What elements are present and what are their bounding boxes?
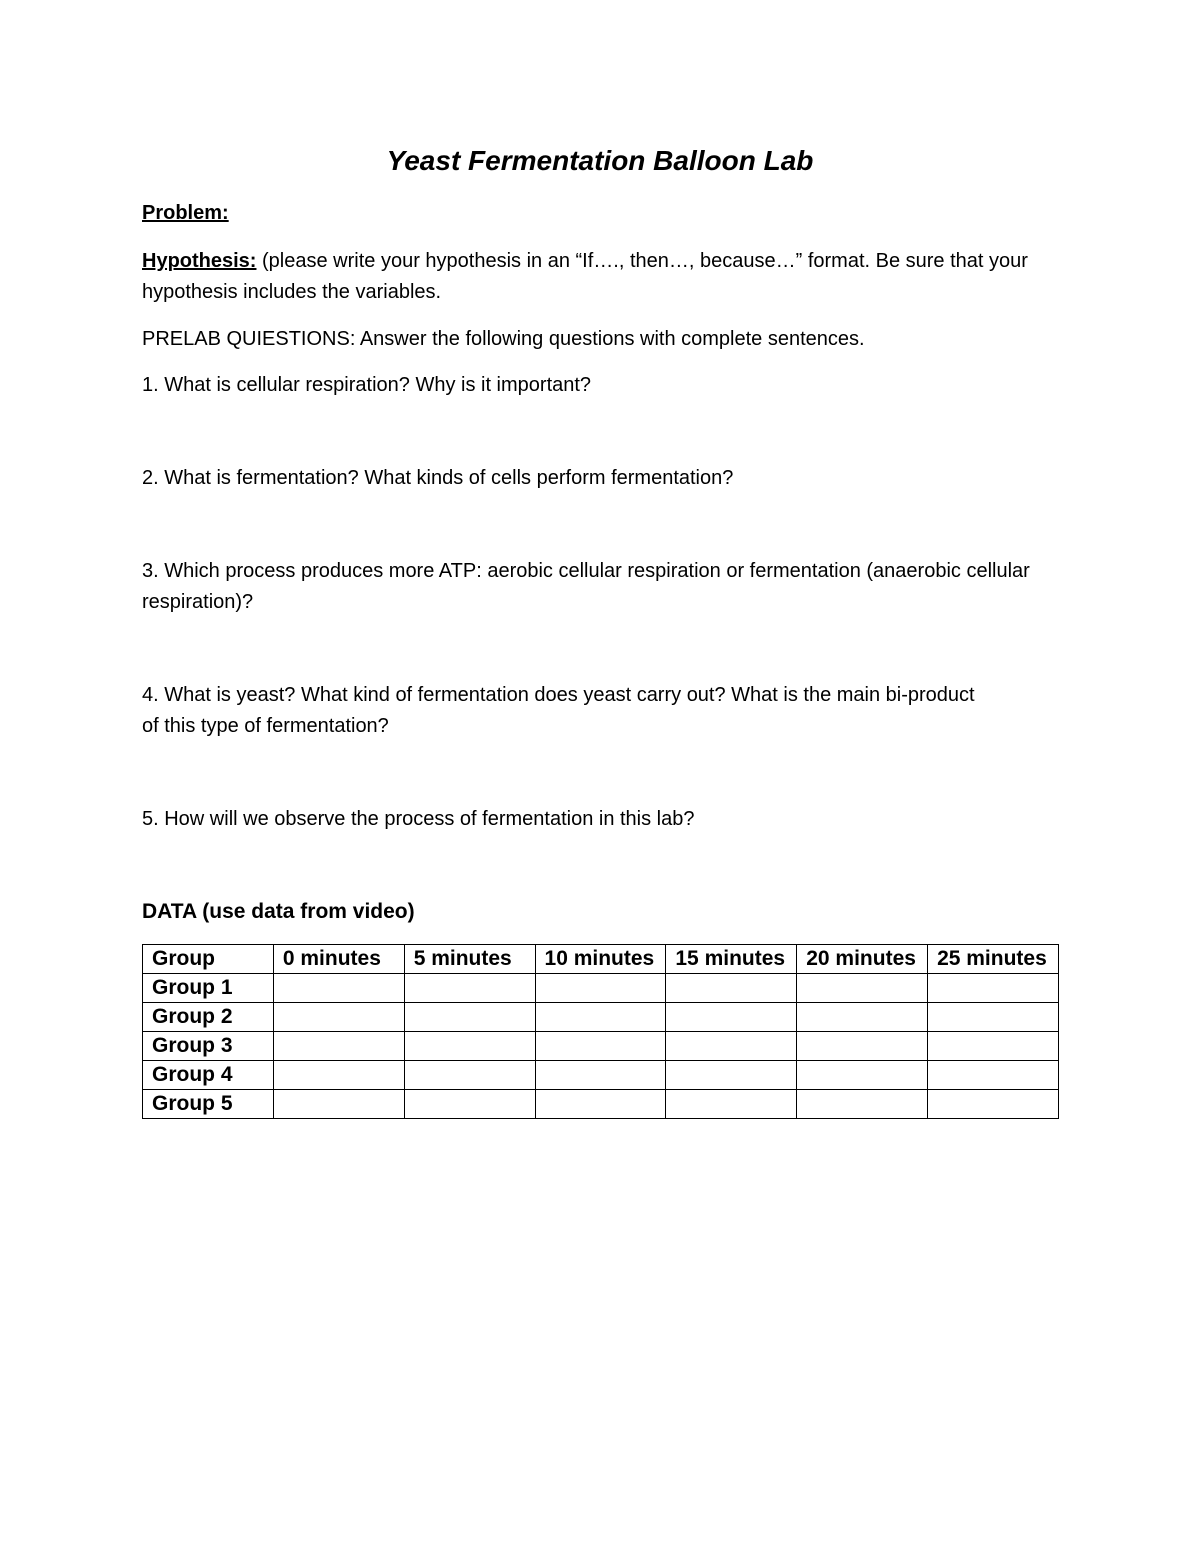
data-cell[interactable] (535, 1061, 666, 1090)
table-header-row (143, 945, 1059, 974)
data-cell[interactable] (928, 1061, 1059, 1090)
header-cell-0-minutes: 0 minutes (273, 945, 404, 974)
data-cell[interactable] (404, 1032, 535, 1061)
row-label: Group 5 (143, 1090, 274, 1119)
data-cell[interactable] (666, 1090, 797, 1119)
table-row (143, 1003, 1059, 1032)
row-label: Group 3 (143, 1032, 274, 1061)
data-cell[interactable] (797, 1090, 928, 1119)
prelab-instructions: PRELAB QUIESTIONS: Answer the following questions with complete sentences. (142, 328, 865, 350)
hypothesis-paragraph (142, 246, 1052, 308)
data-cell[interactable] (666, 1003, 797, 1032)
document-title: Yeast Fermentation Balloon Lab (386, 145, 814, 176)
row-label: Group 2 (143, 1003, 274, 1032)
data-cell[interactable] (273, 1003, 404, 1032)
data-cell[interactable] (273, 1032, 404, 1061)
data-cell[interactable] (928, 1003, 1059, 1032)
data-cell[interactable] (273, 974, 404, 1003)
question-4: 4. What is yeast? What kind of fermentation does yeast carry out? What is the main bi-product of this type of fermentation? (142, 684, 975, 737)
table-row (143, 1061, 1059, 1090)
data-cell[interactable] (797, 1032, 928, 1061)
data-cell[interactable] (797, 1003, 928, 1032)
data-cell[interactable] (404, 1090, 535, 1119)
question-1: 1. What is cellular respiration? Why is it important? (142, 374, 592, 396)
hypothesis-text: (please write your hypothesis in an “If…., then…, because…” format. Be sure that your hypothesis includes the variables. (142, 250, 1028, 303)
data-cell[interactable] (666, 1061, 797, 1090)
question-5: 5. How will we observe the process of fermentation in this lab? (142, 808, 695, 830)
data-cell[interactable] (666, 1032, 797, 1061)
data-cell[interactable] (666, 974, 797, 1003)
data-cell[interactable] (404, 1061, 535, 1090)
data-cell[interactable] (273, 1090, 404, 1119)
header-cell-20-minutes: 20 minutes (797, 945, 928, 974)
header-cell-25-minutes: 25 minutes (928, 945, 1059, 974)
data-cell[interactable] (535, 974, 666, 1003)
table-row (143, 974, 1059, 1003)
data-table (142, 944, 1059, 1119)
hypothesis-label: Hypothesis: (142, 250, 257, 272)
data-cell[interactable] (535, 1003, 666, 1032)
row-label: Group 4 (143, 1061, 274, 1090)
data-cell[interactable] (928, 1090, 1059, 1119)
data-cell[interactable] (404, 974, 535, 1003)
header-cell-group: Group (143, 945, 274, 974)
data-cell[interactable] (928, 1032, 1059, 1061)
question-3: 3. Which process produces more ATP: aerobic cellular respiration or fermentation (anaerobic cellular respiration)? (142, 560, 1030, 613)
problem-label: Problem: (142, 202, 229, 224)
problem-line (142, 198, 1052, 229)
data-cell[interactable] (928, 974, 1059, 1003)
table-row (143, 1090, 1059, 1119)
data-cell[interactable] (404, 1003, 535, 1032)
header-cell-10-minutes: 10 minutes (535, 945, 666, 974)
table-row (143, 1032, 1059, 1061)
row-label: Group 1 (143, 974, 274, 1003)
data-heading: DATA (use data from video) (142, 900, 415, 923)
question-2: 2. What is fermentation? What kinds of cells perform fermentation? (142, 467, 734, 489)
data-cell[interactable] (797, 974, 928, 1003)
data-cell[interactable] (273, 1061, 404, 1090)
data-cell[interactable] (535, 1090, 666, 1119)
data-cell[interactable] (535, 1032, 666, 1061)
header-cell-15-minutes: 15 minutes (666, 945, 797, 974)
header-cell-5-minutes: 5 minutes (404, 945, 535, 974)
data-cell[interactable] (797, 1061, 928, 1090)
